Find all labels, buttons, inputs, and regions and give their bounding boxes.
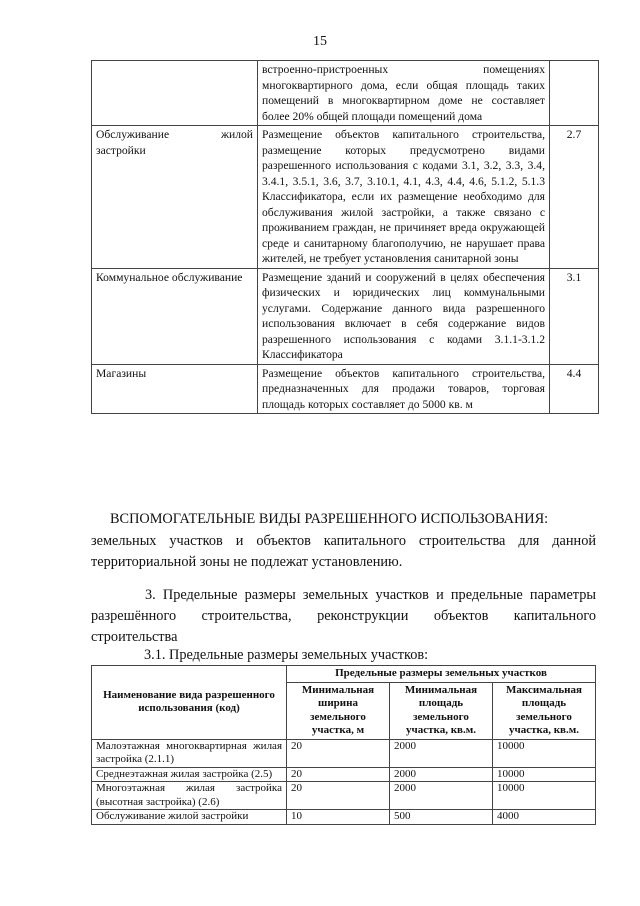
plot-min-area: 500	[390, 810, 493, 825]
permitted-uses-table	[91, 60, 599, 414]
use-code-cell: 3.1	[550, 268, 599, 364]
use-name-cell	[92, 61, 258, 126]
plot-use-name: Многоэтажная жилая застройка (высотная застройка) (2.6)	[92, 782, 287, 810]
section-title: ВСПОМОГАТЕЛЬНЫЕ ВИДЫ РАЗРЕШЕННОГО ИСПОЛЬЗОВАНИЯ:	[110, 511, 549, 527]
table-header-row	[92, 666, 596, 683]
use-description-cell: Размещение зданий и сооружений в целях обеспечения физических и юридических лиц коммунальными услугами. Содержание данного вида разрешенного использования включает в себя содержание видов разрешенного использования с кодами 3.1.1-3.1.2 Классификатора	[258, 268, 550, 364]
plot-max-area: 10000	[493, 782, 596, 810]
plot-min-area: 2000	[390, 782, 493, 810]
use-name-cell: Коммунальное обслуживание	[92, 268, 258, 364]
use-code-cell	[550, 61, 599, 126]
plot-use-name: Среднеэтажная жилая застройка (2.5)	[92, 767, 287, 782]
use-name-cell: Обслуживание жилой застройки	[92, 126, 258, 269]
header-min-width: Минимальная ширина земельного участка, м	[287, 682, 390, 739]
table-row	[92, 126, 599, 269]
use-name-cell: Магазины	[92, 364, 258, 414]
paragraph-auxiliary-uses: земельных участков и объектов капитального строительства для данной территориальной зоны не подлежат установлению.	[91, 533, 596, 570]
table-row	[92, 810, 596, 825]
header-max-area: Максимальная площадь земельного участка, кв.м.	[493, 682, 596, 739]
use-code-cell: 4.4	[550, 364, 599, 414]
plot-max-area: 10000	[493, 739, 596, 767]
use-code-cell: 2.7	[550, 126, 599, 269]
plot-min-width: 20	[287, 782, 390, 810]
header-group: Предельные размеры земельных участков	[287, 666, 596, 683]
header-use-name: Наименование вида разрешенного использования (код)	[92, 666, 287, 740]
plot-max-area: 10000	[493, 767, 596, 782]
table-row	[92, 61, 599, 126]
plot-min-area: 2000	[390, 767, 493, 782]
table-row	[92, 364, 599, 414]
table-row	[92, 782, 596, 810]
plot-max-area: 4000	[493, 810, 596, 825]
plot-min-area: 2000	[390, 739, 493, 767]
header-min-area: Минимальная площадь земельного участка, кв.м.	[390, 682, 493, 739]
use-description-cell: Размещение объектов капитального строительства, размещение которых предусмотрено видами разрешенного использования с кодами 3.1, 3.2, 3.3, 3.4, 3.4.1, 3.5.1, 3.6, 3.7, 3.10.1, 4.1, 4.3, 4.4, 4.6, 5.1.2, 5.1.3 Классификатора, если их размещение необходимо для обслуживания жилой застройки, а также связано с проживанием граждан, не причиняет вреда окружающей среде и санитарному благополучию, не нарушает права жителей, не требует установления санитарной зоны	[258, 126, 550, 269]
plot-size-table	[91, 665, 596, 825]
paragraph-limit-sizes: 3. Предельные размеры земельных участков и предельные параметры разрешённого строительства, реконструкции объектов капитального строительства	[91, 587, 596, 645]
subheading-plot-sizes: 3.1. Предельные размеры земельных участков:	[144, 647, 429, 663]
use-description-cell: Размещение объектов капитального строительства, предназначенных для продажи товаров, торговая площадь которых составляет до 5000 кв. м	[258, 364, 550, 414]
plot-min-width: 20	[287, 767, 390, 782]
plot-min-width: 20	[287, 739, 390, 767]
table-row	[92, 268, 599, 364]
plot-use-name: Малоэтажная многоквартирная жилая застройка (2.1.1)	[92, 739, 287, 767]
plot-min-width: 10	[287, 810, 390, 825]
table-row	[92, 767, 596, 782]
plot-use-name: Обслуживание жилой застройки	[92, 810, 287, 825]
use-description-cell: встроенно-пристроенных помещениях многоквартирного дома, если общая площадь таких помещений в многоквартирном доме не составляет более 20% общей площади помещений дома	[258, 61, 550, 126]
table-row	[92, 739, 596, 767]
page-number: 15	[313, 34, 327, 49]
